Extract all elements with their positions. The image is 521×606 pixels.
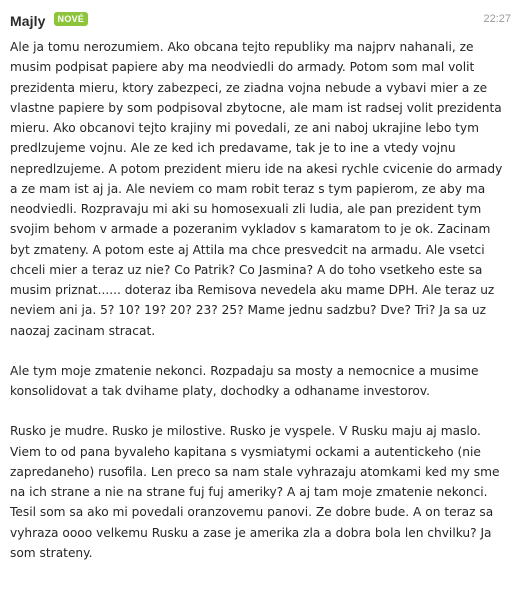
author-name[interactable]: Majly [10, 13, 46, 29]
comment-timestamp: 22:27 [483, 13, 511, 25]
comment-paragraph: Ale tym moje zmatenie nekonci. Rozpadaju sa mosty a nemocnice a musime konsolidovat a tak dvihame platy, dochodky a odhaname investorov. [10, 363, 479, 398]
new-badge: NOVÉ [54, 12, 89, 26]
comment-paragraph: Ale ja tomu nerozumiem. Ako obcana tejto republiky ma najprv nahanali, ze musim podpisat papiere aby ma neodviedli do armady. Potom som mal volit prezidenta mieru, ktory zabezpeci, ze ziadna vojna nebude a vybavi mier a ze vlastne papiere by som podpisoval zbytocne, ale mam ist radsej volit prezidenta mieru. Ako obcanovi tejto krajiny mi povedali, ze ani naboj ukrajine lebo tym predlzujeme vojnu. Ale ze ked ich predavame, tak je to ine a vtedy vojnu nepredlzujeme. A potom prezident mieru ide na akesi rychle cvicenie do armady a ze mam ist aj ja. Ale neviem co mam robit teraz s tym papierom, ze aby ma neodviedli. Rozpravaju mi aki su homosexuali zli ludia, ale pan prezident tym svojim behom v armade a pozeranim vykladov s kamaratom to je ok. Zacinam byt zmateny. A potom este aj Attila ma chce presvedcit na armadu. Ale vsetci chceli mier a teraz uz nie? Co Patrik? Co Jasmina? A do toho vsetkeho este sa musim priznat...... doteraz iba Remisova nevedela aku mame DPH. Ale teraz uz neviem ani ja. 5? 10? 19? 20? 23? 25? Mame jednu sadzbu? Dve? Tri? Ja sa uz naozaj zacinam stracat. [10, 40, 503, 338]
comment-paragraph: Rusko je mudre. Rusko je milostive. Rusko je vyspele. V Rusku maju aj maslo. Viem to od pana byvaleho kapitana s vysmiatymi ockami a autentickeho (nie zapredaneho) rusofila. Len preco sa nam stale vyhrazaju atomkami ked my sme na ich strane a nie na strane fuj fuj ameriky? A aj tam moje zmatenie nekonci. Tesil som sa ako mi povedali oranzovemu panovi. Ze dobre bude. A on teraz sa vyhraza oooo velkemu Rusku a zase je amerika zla a dobra bola len chvilku? Ja som strateny. [10, 424, 500, 560]
comment-body [10, 37, 513, 563]
comment-header [10, 10, 513, 32]
